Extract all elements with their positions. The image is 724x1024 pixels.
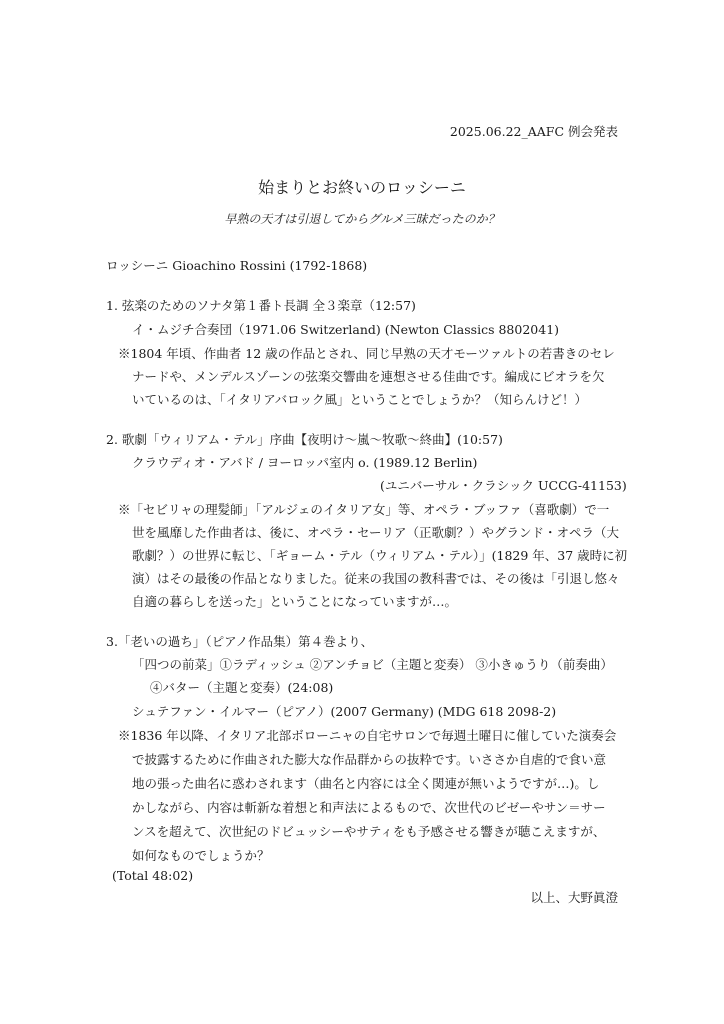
date-line: 2025.06.22_AAFC 例会発表 xyxy=(449,124,618,139)
item-3-note-line: 如何なものでしょうか？ xyxy=(132,848,270,863)
item-2-note-line: 歌劇？）の世界に転じ、「ギョーム・テル（ウィリアム・テル）」(1829 年、37 歳時に初 xyxy=(132,548,628,563)
item-3-performer: シュテファン・イルマー（ピアノ）(2007 Germany) (MDG 618 2098-2) xyxy=(132,704,557,719)
item-3-note-line: ンスを超えて、次世紀のドビュッシーやサティをも予感させる響きが聴こえますが、 xyxy=(132,824,606,839)
item-2-label: (ユニバーサル・クラシック UCCG-41153) xyxy=(380,478,627,493)
item-2-note-line: 自適の暮らしを送った」ということになっていますが…。 xyxy=(132,594,458,609)
item-1-note-line: ※1804 年頃、作曲者 12 歳の作品とされ、同じ早熟の天才モーツァルトの若書きのセレ xyxy=(118,346,615,361)
item-3-heading: 3.「老いの過ち」（ピアノ作品集）第４巻より、 xyxy=(106,634,374,649)
page-subtitle: 早熟の天才は引退してからグルメ三昧だったのか？ xyxy=(224,212,500,226)
composer-line: ロッシーニ Gioachino Rossini (1792-1868) xyxy=(106,258,368,273)
item-3-note-line: ※1836 年以降、イタリア北部ボローニャの自宅サロンで毎週土曜日に催していた演奏会 xyxy=(118,728,617,743)
item-3-pieces: 「四つの前菜」①ラディッシュ ②アンチョビ（主題と変奏） ③小きゅうり（前奏曲） xyxy=(132,657,613,672)
item-1-note-line: いているのは、「イタリアバロック風」ということでしょうか？（知らんけど！） xyxy=(132,392,588,407)
item-2-performer: クラウディオ・アバド / ヨーロッパ室内 o. (1989.12 Berlin) xyxy=(132,455,478,470)
item-3-note-line: 地の張った曲名に惑わされます（曲名と内容には全く関連が無いようですが…)。し xyxy=(132,776,600,791)
item-2-heading: 2. 歌劇「ウィリアム・テル」序曲【夜明け～嵐～牧歌～終曲】(10:57) xyxy=(106,432,503,447)
item-1-heading: 1. 弦楽のためのソナタ第１番ト長調 全３楽章（12:57) xyxy=(106,298,416,313)
item-2-note-line: ※「セビリャの理髪師」「アルジェのイタリア女」等、オペラ・ブッファ（喜歌劇）で一 xyxy=(118,502,610,517)
item-2-note-line: 世を風靡した作曲者は、後に、オペラ・セーリア（正歌劇？）やグランド・オペラ（大 xyxy=(132,525,620,540)
item-3-note-line: かしながら、内容は斬新な着想と和声法によるもので、次世代のビゼーやサン＝サー xyxy=(132,800,606,815)
item-2-note-line: 演）はその最後の作品となりました。従来の我国の教科書では、その後は「引退し悠々 xyxy=(132,571,620,586)
item-1-note-line: ナードや、メンデルスゾーンの弦楽交響曲を連想させる佳曲です。編成にビオラを欠 xyxy=(132,369,605,384)
item-1-performer: イ・ムジチ合奏団（1971.06 Switzerland) (Newton Classics 8802041) xyxy=(132,322,560,337)
signature: 以上、大野眞澄 xyxy=(530,890,618,905)
item-3-pieces: ④バター（主題と変奏）(24:08) xyxy=(150,680,334,695)
item-3-note-line: で披露するために作曲された膨大な作品群からの抜粋です。いささか自虐的で食い意 xyxy=(132,752,607,767)
page-title: 始まりとお終いのロッシーニ xyxy=(258,178,466,197)
total-duration: (Total 48:02) xyxy=(112,868,194,883)
